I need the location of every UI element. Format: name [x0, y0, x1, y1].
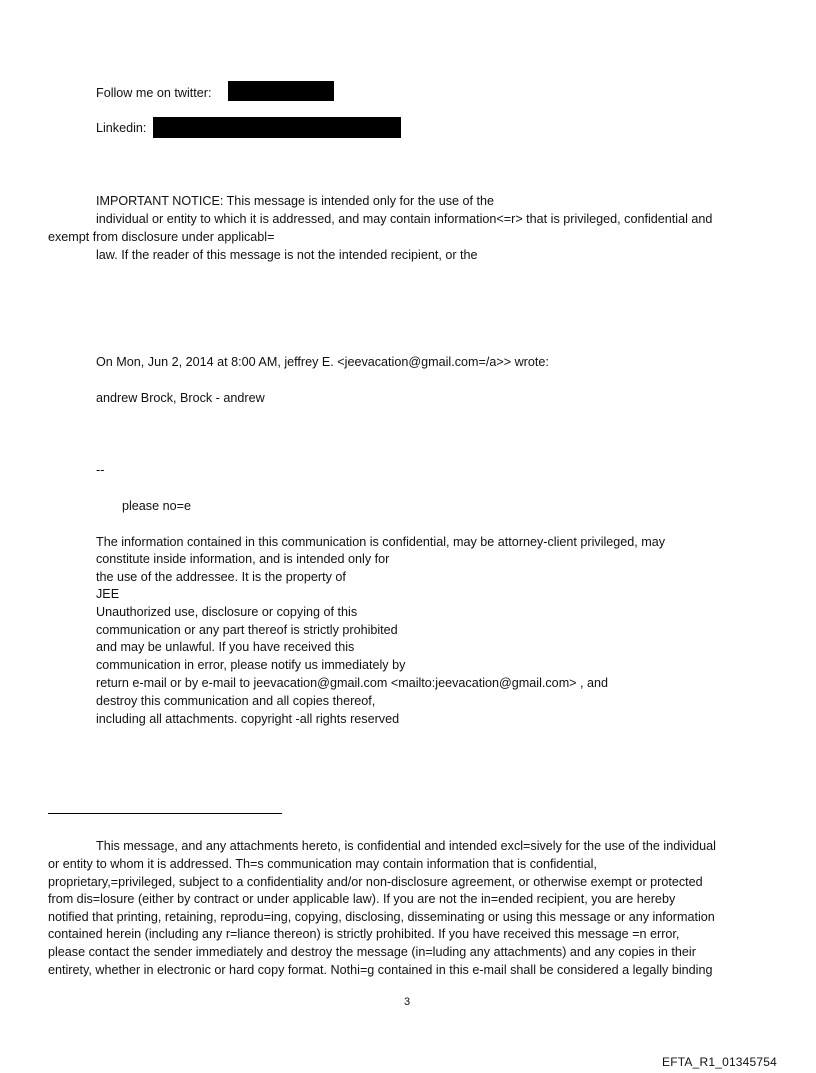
confidential-line: Unauthorized use, disclosure or copying of this: [96, 605, 358, 619]
disclaimer-line: from dis=losure (either by contract or under applicable law). If you are not the in=ended recipient, you are hereby: [48, 892, 676, 906]
notice-line: law. If the reader of this message is not the intended recipient, or the: [96, 248, 478, 262]
twitter-label: Follow me on twitter:: [96, 86, 212, 100]
confidential-line: communication or any part thereof is strictly prohibited: [96, 623, 398, 637]
quoted-names: andrew Brock, Brock - andrew: [96, 391, 265, 405]
disclaimer-line: entirety, whether in electronic or hard copy format. Nothi=g contained in this e-mail shall be considered a legally binding: [48, 963, 713, 977]
confidential-line: communication in error, please notify us immediately by: [96, 658, 406, 672]
notice-line: individual or entity to which it is addressed, and may contain information<=r> that is privileged, confidential and: [96, 212, 713, 226]
quoted-header: On Mon, Jun 2, 2014 at 8:00 AM, jeffrey E. <jeevacation@gmail.com=/a>> wrote:: [96, 355, 549, 369]
please-note: please no=e: [122, 499, 191, 513]
disclaimer-line: contained herein (including any r=liance thereon) is strictly prohibited. If you have received this message =n error,: [48, 927, 680, 941]
disclaimer-line: please contact the sender immediately and destroy the message (in=luding any attachments) and any copies in their: [48, 945, 696, 959]
footnote-divider: [48, 813, 282, 814]
confidential-line: return e-mail or by e-mail to jeevacation@gmail.com <mailto:jeevacation@gmail.com> , and: [96, 676, 609, 690]
confidential-line: and may be unlawful. If you have received this: [96, 640, 355, 654]
linkedin-label: Linkedin:: [96, 121, 147, 135]
confidential-line: The information contained in this communication is confidential, may be attorney-client privileged, may: [96, 535, 666, 549]
confidential-line: including all attachments. copyright -all rights reserved: [96, 712, 400, 726]
confidential-line: JEE: [96, 587, 120, 601]
confidential-line: the use of the addressee. It is the property of: [96, 570, 346, 584]
confidential-line: constitute inside information, and is intended only for: [96, 552, 390, 566]
notice-line: exempt from disclosure under applicabl=: [48, 230, 275, 244]
disclaimer-line: This message, and any attachments hereto, is confidential and intended excl=sively for the use of the individual: [96, 839, 716, 853]
notice-line: IMPORTANT NOTICE: This message is intended only for the use of the: [96, 194, 495, 208]
page-number: 3: [404, 996, 411, 1008]
disclaimer-line: or entity to whom it is addressed. Th=s communication may contain information that is confidential,: [48, 857, 597, 871]
redaction-block: [228, 81, 334, 101]
disclaimer-line: notified that printing, retaining, reprodu=ing, copying, disclosing, disseminating or using this message or any information: [48, 910, 715, 924]
redaction-block: [153, 117, 401, 138]
signature-separator: --: [96, 463, 105, 477]
document-reference: EFTA_R1_01345754: [662, 1055, 778, 1069]
disclaimer-line: proprietary,=privileged, subject to a confidentiality and/or non-disclosure agreement, or otherwise exempt or protected: [48, 875, 703, 889]
confidential-line: destroy this communication and all copies thereof,: [96, 694, 376, 708]
